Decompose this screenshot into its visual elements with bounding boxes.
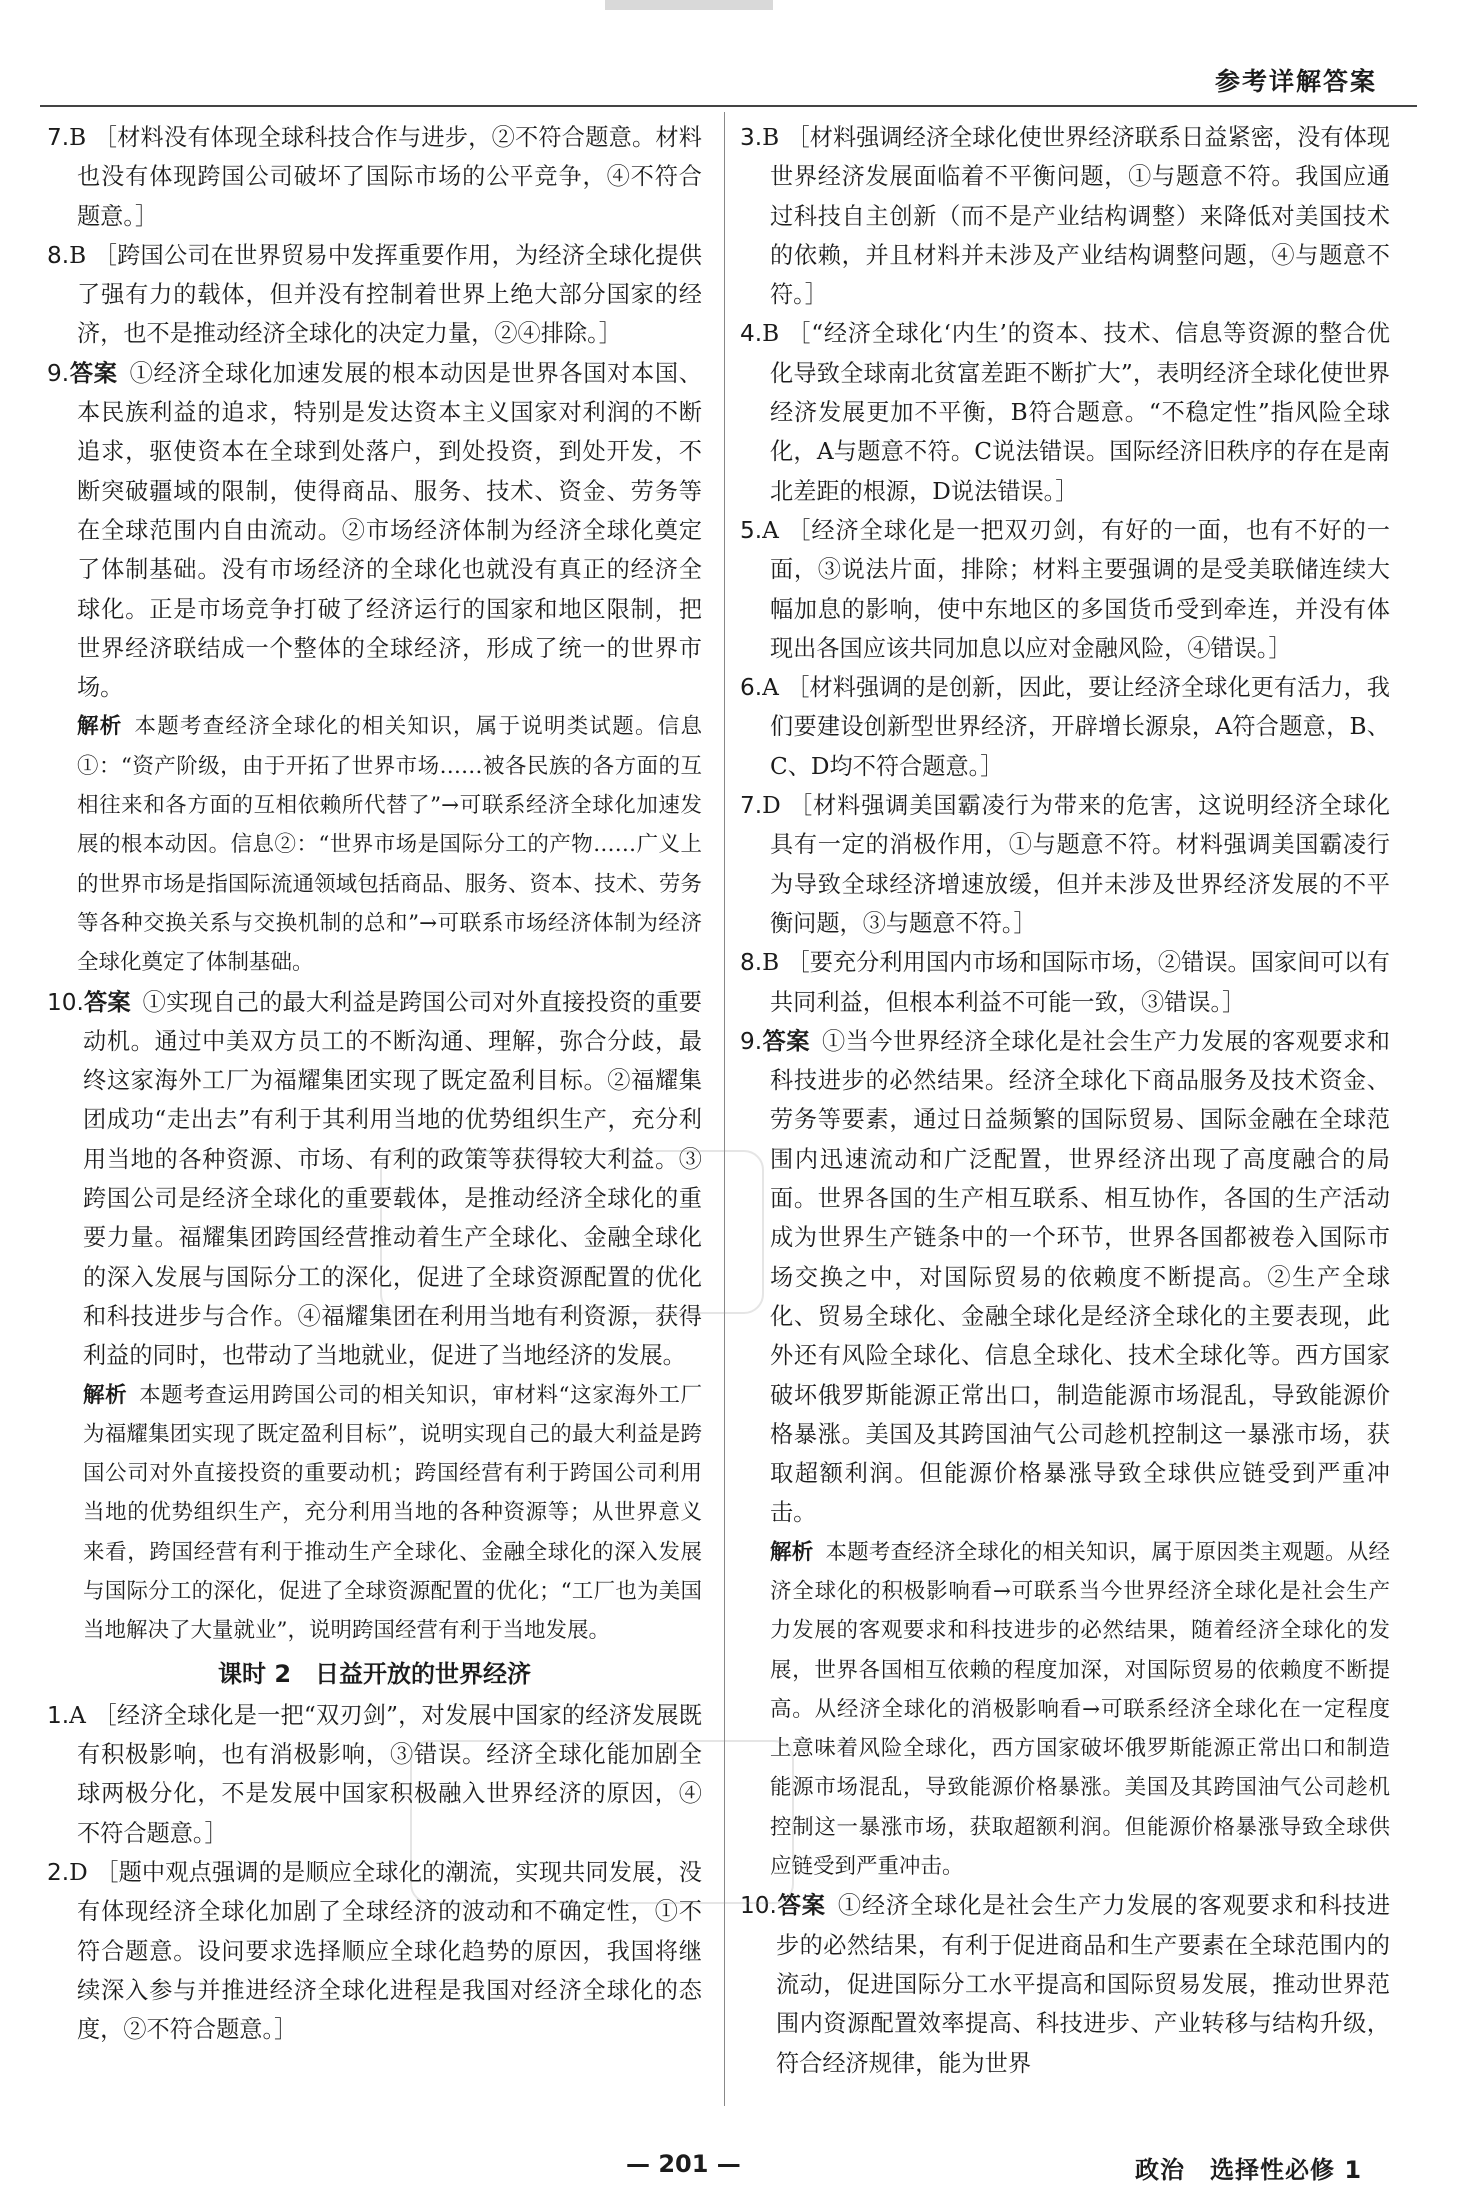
analysis-tag: 解析	[77, 714, 123, 740]
lesson2-item-5	[740, 511, 1390, 668]
answer-item-7	[47, 118, 702, 236]
item-number: 9.	[740, 1027, 763, 1055]
item-number: 7.	[47, 124, 70, 151]
watermark-stamp	[410, 1740, 794, 1904]
item-text: B ［材料强调经济全球化使世界经济联系日益紧密，没有体现世界经济发展面临着不平衡问题，①与题意不符。我国应通过科技自主创新（而不是产业结构调整）来降低对美国技术的依赖，并且材料并未涉及产业结构调整问题，④与题意不符。］	[762, 124, 1390, 309]
item-text: B ［材料没有体现全球科技合作与进步，②不符合题意。材料也没有体现跨国公司破坏了国际市场的公平竞争，④不符合题意。］	[69, 124, 702, 230]
page-number: — 201 —	[626, 2150, 741, 2178]
subject-label: 政治 选择性必修 1	[1135, 2156, 1363, 2184]
answer-tag: 答案	[776, 1892, 826, 1920]
analysis-tag: 解析	[83, 1382, 128, 1408]
item-text: A ［经济全球化是一把“双刃剑”，对发展中国家的经济发展既有积极影响，也有消极影响，③错误。经济全球化能加剧全球两极分化，不是发展中国家积极融入世界经济的原因，④不符合题意。］	[69, 1701, 702, 1847]
answer-text: ①经济全球化加速发展的根本动因是世界各国对本国、本民族利益的追求，特别是发达资本主义国家对利润的不断追求，驱使资本在全球到处落户，到处投资，到处开发，不断突破疆域的限制，使得商品、服务、技术、资金、劳务等在全球范围内自由流动。②市场经济体制为经济全球化奠定了体制基础。没有市场经济的全球化也就没有真正的经济全球化。正是市场竞争打破了经济运行的国家和地区限制，把世界经济联结成一个整体的全球经济，形成了统一的世界市场。	[77, 359, 702, 702]
item-number: 9.	[47, 359, 70, 387]
item-number: 5.	[740, 516, 763, 544]
right-column	[740, 118, 1390, 2083]
header-title: 参考详解答案	[1214, 67, 1377, 96]
lesson2-item-10	[740, 1886, 1390, 2082]
item-number: 2.	[47, 1859, 70, 1887]
item-number: 8.	[47, 241, 70, 269]
header-rule	[40, 105, 1417, 107]
item-number: 6.	[740, 674, 763, 702]
item-text: D ［材料强调美国霸凌行为带来的危害，这说明经济全球化具有一定的消极作用，①与题意不符。材料强调美国霸凌行为导致全球经济增速放缓，但并未涉及世界经济发展的不平衡问题，③与题意不符。］	[762, 792, 1390, 937]
answer-tag: 答案	[83, 988, 131, 1016]
lesson2-item-9	[740, 1022, 1390, 1533]
answer-tag: 答案	[762, 1027, 810, 1055]
section-title: 课时 2 日益开放的世界经济	[217, 1659, 532, 1688]
item-number: 10.	[47, 988, 84, 1016]
answer-tag: 答案	[69, 359, 118, 387]
answer-text: ①当今世界经济全球化是社会生产力发展的客观要求和科技进步的必然结果。经济全球化下商品服务及技术资金、劳务等要素，通过日益频繁的国际贸易、国际金融在全球范围内迅速流动和广泛配置，世界经济出现了高度融合的局面。世界各国的生产相互联系、相互协作，各国的生产活动成为世界生产链条中的一个环节，世界各国都被卷入国际市场交换之中，对国际贸易的依赖度不断提高。②生产全球化、贸易全球化、金融全球化是经济全球化的主要表现，此外还有风险全球化、信息全球化、技术全球化等。西方国家破坏俄罗斯能源正常出口，制造能源市场混乱，导致能源价格暴涨。美国及其跨国油气公司趁机控制这一暴涨市场，获取超额利润。但能源价格暴涨导致全球供应链受到严重冲击。	[770, 1027, 1390, 1527]
item-number: 1.	[47, 1701, 70, 1729]
item-text: D ［题中观点强调的是顺应全球化的潮流，实现共同发展，没有体现经济全球化加剧了全球经济的波动和不确定性，①不符合题意。设问要求选择顺应全球化趋势的原因，我国将继续深入参与并推进经济全球化进程是我国对经济全球化的态度，②不符合题意。］	[69, 1859, 702, 2044]
item-text: A ［材料强调的是创新，因此，要让经济全球化更有活力，我们要建设创新型世界经济，开辟增长源泉，A符合题意，B、C、D均不符合题意。］	[762, 674, 1390, 780]
answer-item-9	[47, 354, 702, 708]
top-scan-mark	[605, 0, 773, 10]
item-number: 8.	[740, 949, 763, 977]
analysis-text: 本题考查经济全球化的相关知识，属于原因类主观题。从经济全球化的积极影响看→可联系当今世界经济全球化是社会生产力发展的客观要求和科技进步的必然结果，随着经济全球化的发展，世界各国相互依赖的程度加深，对国际贸易的依赖度不断提高。从经济全球化的消极影响看→可联系经济全球化在一定程度上意味着风险全球化，西方国家破坏俄罗斯能源正常出口和制造能源市场混乱，导致能源价格暴涨。美国及其跨国油气公司趁机控制这一暴涨市场，获取超额利润。但能源价格暴涨导致全球供应链受到严重冲击。	[770, 1539, 1390, 1880]
item-text: B ［跨国公司在世界贸易中发挥重要作用，为经济全球化提供了强有力的载体，但并没有控制着世界上绝大部分国家的经济，也不是推动经济全球化的决定力量，②④排除。］	[69, 241, 702, 348]
lesson2-item-8	[740, 943, 1390, 1022]
item-number: 3.	[740, 124, 763, 151]
lesson2-item-3	[740, 118, 1390, 314]
watermark-stamp	[380, 1150, 764, 1314]
analysis-right-9	[740, 1533, 1390, 1887]
analysis-9	[47, 707, 702, 982]
item-number: 4.	[740, 320, 763, 348]
item-text: B ［“经济全球化‘内生’的资本、技术、信息等资源的整合优化导致全球南北贫富差距不断扩大”，表明经济全球化使世界经济发展更加不平衡，B符合题意。“不稳定性”指风险全球化，A与题意不符。C说法错误。国际经济旧秩序的存在是南北差距的根源，D说法错误。］	[762, 320, 1390, 505]
analysis-text: 本题考查经济全球化的相关知识，属于说明类试题。信息①：“资产阶级，由于开拓了世界市场……被各民族的各方面的互相往来和各方面的互相依赖所代替了”→可联系经济全球化加速发展的根本动因。信息②：“世界市场是国际分工的产物……广义上的世界市场是指国际流通领域包括商品、服务、资本、技术、劳务等各种交换关系与交换机制的总和”→可联系市场经济体制为经济全球化奠定了体制基础。	[77, 714, 702, 976]
answer-text: ①经济全球化是社会生产力发展的客观要求和科技进步的必然结果，有利于促进商品和生产要素在全球范围内的流动，促进国际分工水平提高和国际贸易发展，推动世界范围内资源配置效率提高、科技进步、产业转移与结构升级，符合经济规律，能为世界	[776, 1892, 1391, 2077]
item-text: B ［要充分利用国内市场和国际市场，②错误。国家间可以有共同利益，但根本利益不可能一致，③错误。］	[762, 949, 1390, 1016]
analysis-text: 本题考查运用跨国公司的相关知识，审材料“这家海外工厂为福耀集团实现了既定盈利目标”，说明实现自己的最大利益是跨国公司对外直接投资的重要动机；跨国经营有利于跨国公司利用当地的优势组织生产，充分利用当地的各种资源等；从世界意义来看，跨国经营有利于推动生产全球化、金融全球化的深入发展与国际分工的深化，促进了全球资源配置的优化；“工厂也为美国当地解决了大量就业”，说明跨国经营有利于当地发展。	[83, 1382, 702, 1644]
lesson2-item-6	[740, 668, 1390, 786]
lesson2-item-4	[740, 314, 1390, 510]
answer-item-8	[47, 236, 702, 354]
analysis-tag: 解析	[770, 1539, 814, 1565]
item-number: 10.	[740, 1892, 777, 1920]
item-text: A ［经济全球化是一把双刃剑，有好的一面，也有不好的一面，③说法片面，排除；材料主要强调的是受美联储连续大幅加息的影响，使中东地区的多国货币受到牵连，并没有体现出各国应该共同加息以应对金融风险，④错误。］	[762, 516, 1390, 662]
analysis-10	[47, 1376, 702, 1651]
lesson2-item-7	[740, 786, 1390, 943]
item-number: 7.	[740, 792, 763, 820]
answer-text: ①实现自己的最大利益是跨国公司对外直接投资的重要动机。通过中美双方员工的不断沟通、理解，弥合分歧，最终这家海外工厂为福耀集团实现了既定盈利目标。②福耀集团成功“走出去”有利于其利用当地的优势组织生产，充分利用当地的各种资源、市场、有利的政策等获得较大利益。③跨国公司是经济全球化的重要载体，是推动经济全球化的重要力量。福耀集团跨国经营推动着生产全球化、金融全球化的深入发展与国际分工的深化，促进了全球资源配置的优化和科技进步与合作。④福耀集团在利用当地有利资源，获得利益的同时，也带动了当地就业，促进了当地经济的发展。	[83, 988, 702, 1370]
